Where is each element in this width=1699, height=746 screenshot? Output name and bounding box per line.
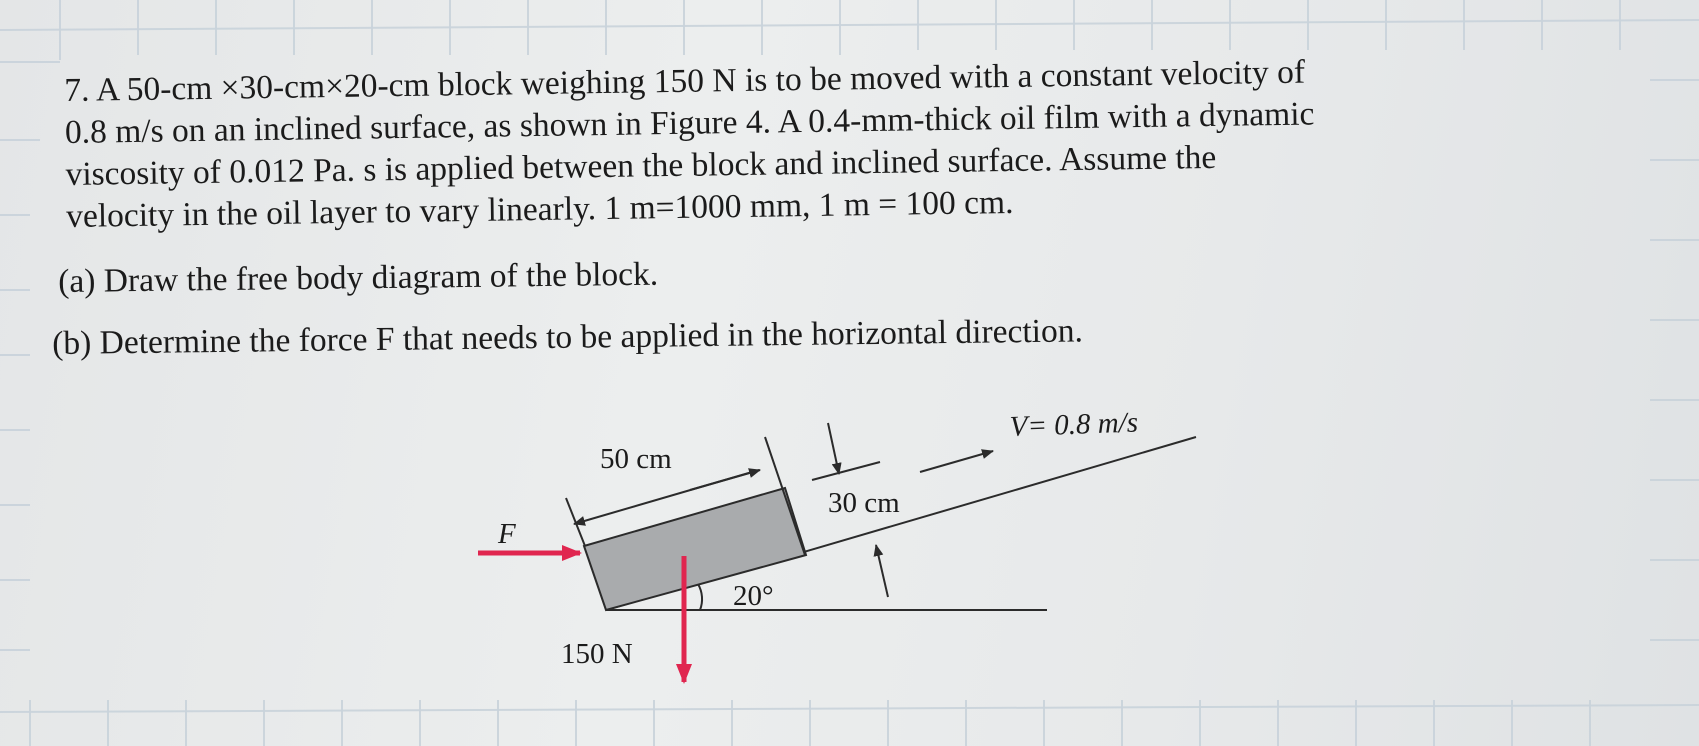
problem-line-2: 0.8 m/s on an inclined surface, as shown in Figure 4. A 0.4-mm-thick oil film with a dynamic: [64, 95, 1315, 151]
length-label: 50 cm: [600, 443, 672, 475]
height-arrow-top: [828, 423, 839, 474]
height-label: 30 cm: [828, 487, 900, 519]
weight-label: 150 N: [561, 638, 633, 670]
height-tick-line: [812, 462, 880, 480]
problem-line-3: viscosity of 0.012 Pa. s is applied between the block and inclined surface. Assume the: [65, 138, 1217, 193]
angle-arc: [698, 584, 702, 610]
velocity-arrow: [920, 451, 993, 472]
velocity-label: V= 0.8 m/s: [1009, 406, 1139, 443]
length-dimension-arrow-right: [690, 470, 760, 490]
problem-line-4: velocity in the oil layer to vary linearly. 1 m=1000 mm, 1 m = 100 cm.: [65, 183, 1014, 235]
problem-part-b: (b) Determine the force F that needs to be applied in the horizontal direction.: [52, 312, 1084, 362]
force-label: F: [498, 518, 516, 550]
problem-part-a: (a) Draw the free body diagram of the block.: [58, 255, 659, 300]
height-arrow-bottom: [876, 545, 888, 597]
problem-line-1: 7. A 50-cm ×30-cm×20-cm block weighing 150 N is to be moved with a constant velocity of: [64, 53, 1306, 109]
angle-label: 20°: [733, 580, 774, 612]
